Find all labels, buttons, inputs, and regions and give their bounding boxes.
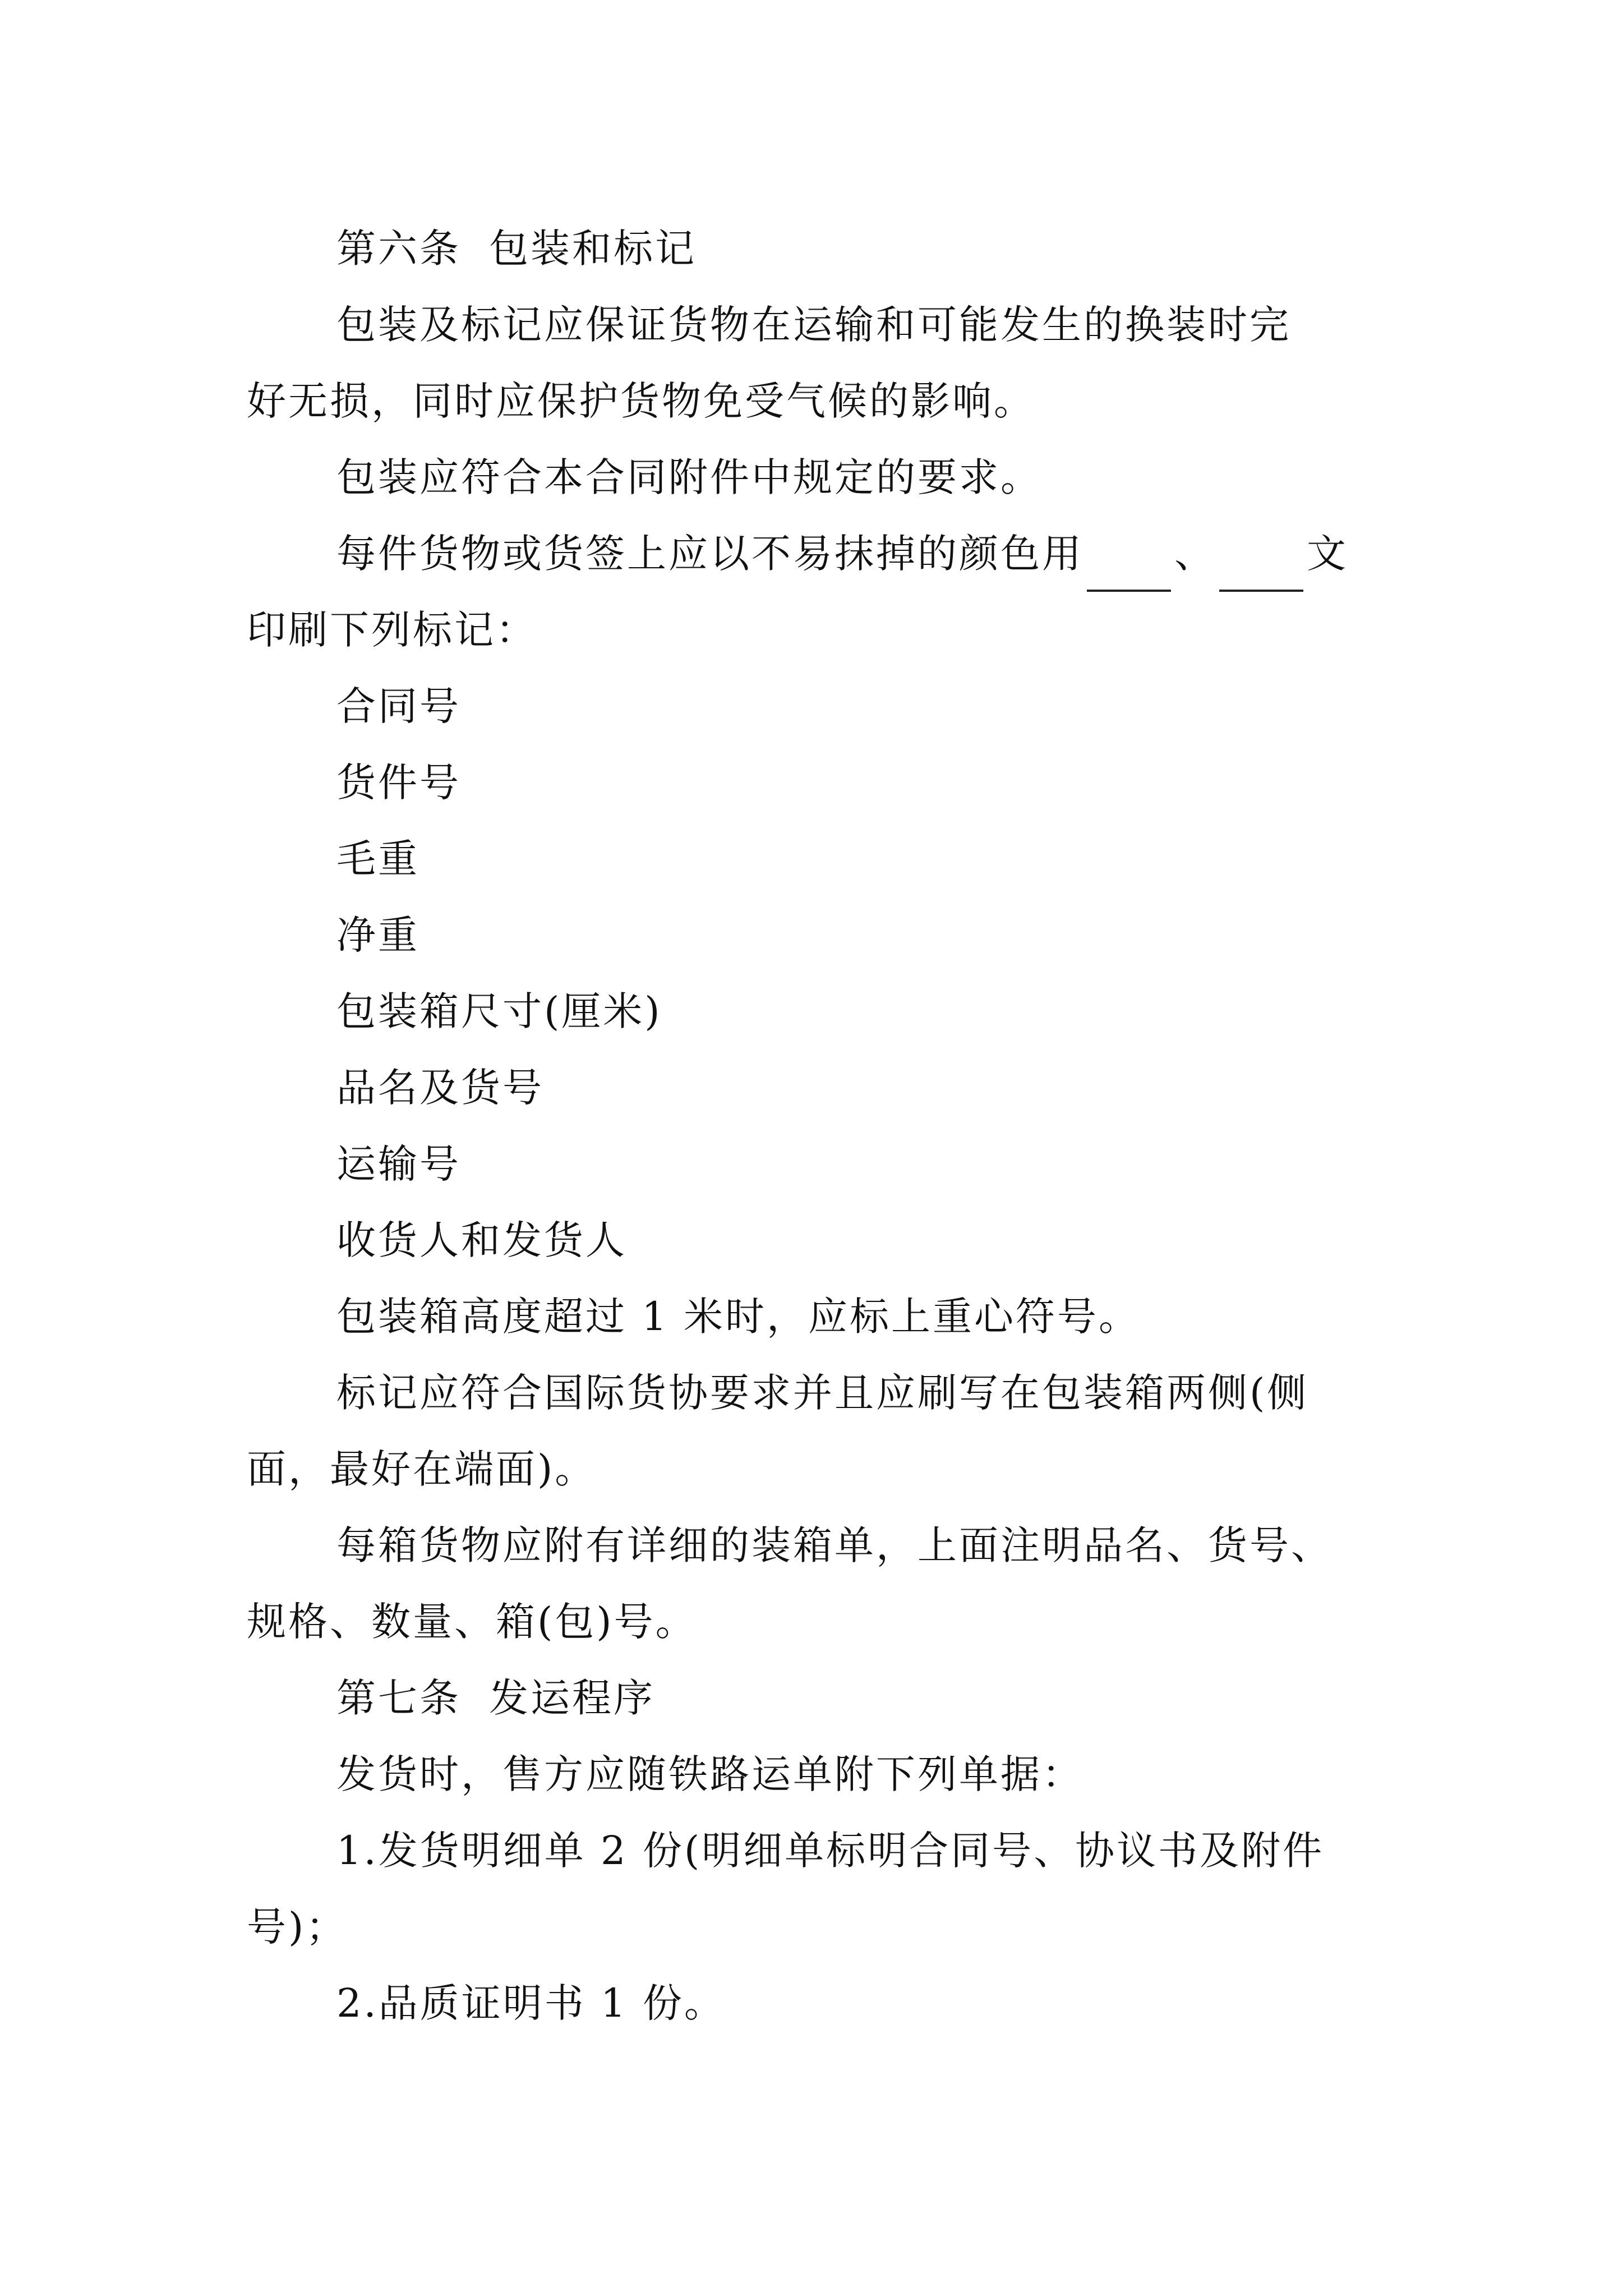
paragraph-center-of-gravity: 包装箱高度超过 1 米时，应标上重心符号。 bbox=[336, 1294, 1141, 1340]
paragraph-packaging-line-1: 包装及标记应保证货物在运输和可能发生的换装时完 bbox=[336, 302, 1291, 348]
mark-item-box-dimensions: 包装箱尺寸(厘米) bbox=[336, 988, 662, 1034]
article-6-title: 包装和标记 bbox=[489, 226, 697, 272]
paragraph-marking-language-line-1 bbox=[247, 516, 1391, 592]
paragraph-marking-standard-line-1: 标记应符合国际货协要求并且应刷写在包装箱两侧(侧 bbox=[336, 1370, 1309, 1416]
document-item-1-line-2: 号)； bbox=[247, 1904, 348, 1950]
paragraph-packing-list-line-2: 规格、数量、箱(包)号。 bbox=[247, 1599, 697, 1645]
document-body bbox=[247, 210, 1391, 2041]
document-item-2: 2.品质证明书 1 份。 bbox=[336, 1980, 726, 2026]
language-blank-2 bbox=[1219, 545, 1303, 592]
marking-language-separator: 、 bbox=[1174, 531, 1216, 577]
article-6-number: 第六条 bbox=[336, 226, 461, 272]
paragraph-marking-language-line-2: 印刷下列标记： bbox=[247, 607, 537, 653]
marking-language-suffix: 文 bbox=[1307, 531, 1348, 577]
paragraph-shipping-documents: 发货时，售方应随铁路运单附下列单据： bbox=[336, 1751, 1083, 1797]
marking-language-prefix: 每件货物或货签上应以不易抹掉的颜色用 bbox=[336, 531, 1083, 577]
mark-item-net-weight: 净重 bbox=[336, 912, 419, 958]
article-7-number: 第七条 bbox=[336, 1675, 461, 1721]
paragraph-packaging-line-2: 好无损，同时应保护货物免受气候的影响。 bbox=[247, 378, 1035, 424]
language-blank-1 bbox=[1087, 545, 1171, 592]
mark-item-gross-weight: 毛重 bbox=[336, 836, 419, 882]
article-7-title: 发运程序 bbox=[489, 1675, 655, 1721]
paragraph-packing-list-line-1: 每箱货物应附有详细的装箱单，上面注明品名、货号、 bbox=[336, 1522, 1332, 1568]
mark-item-package-number: 货件号 bbox=[336, 760, 461, 806]
mark-item-contract-number: 合同号 bbox=[336, 683, 461, 729]
mark-item-consignee-consignor: 收货人和发货人 bbox=[336, 1217, 627, 1263]
mark-item-product-name: 品名及货号 bbox=[336, 1065, 544, 1111]
paragraph-marking-standard-line-2: 面，最好在端面)。 bbox=[247, 1446, 597, 1492]
mark-item-transport-number: 运输号 bbox=[336, 1141, 461, 1187]
article-7-heading bbox=[247, 1660, 1391, 1736]
paragraph-annex-requirements: 包装应符合本合同附件中规定的要求。 bbox=[336, 454, 1042, 500]
article-6-heading bbox=[247, 210, 1391, 287]
document-item-1-line-1: 1.发货明细单 2 份(明细单标明合同号、协议书及附件 bbox=[336, 1828, 1325, 1874]
